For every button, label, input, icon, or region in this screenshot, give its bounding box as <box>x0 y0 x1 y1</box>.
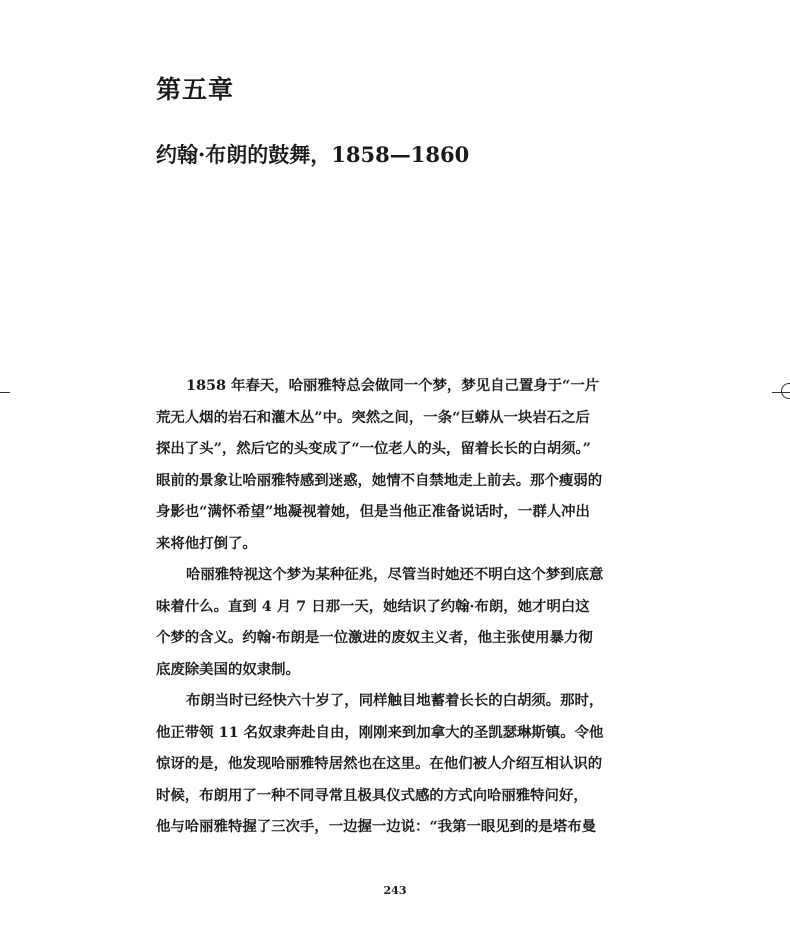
text-line: 他与哈丽雅特握了三次手，一边握一边说：“我第一眼见到的是塔布曼 <box>156 818 596 835</box>
text-line: 他正带领 11 名奴隶奔赴自由，刚刚来到加拿大的圣凯瑟琳斯镇。令他 <box>156 723 604 741</box>
chapter-title: 约翰·布朗的鼓舞，1858—1860 <box>156 142 470 167</box>
text-line: 底废除美国的奴隶制。 <box>156 660 300 678</box>
chapter-label: 第五章 <box>156 75 235 104</box>
text-line: 荒无人烟的岩石和灌木丛”中。突然之间，一条“巨蟒从一块岩石之后 <box>156 408 590 426</box>
text-line: 身影也“满怀希望”地凝视着她，但是当他正准备说话时，一群人冲出 <box>156 503 590 520</box>
text-line: 个梦的含义。约翰·布朗是一位激进的废奴主义者，他主张使用暴力彻 <box>156 629 593 646</box>
text-line: 布朗当时已经快六十岁了，同样触目地蓄着长长的白胡须。那时， <box>186 692 604 709</box>
text-line: 1858 年春天，哈丽雅特总会做同一个梦，梦见自己置身于“一片 <box>186 377 600 394</box>
page-number: 243 <box>383 884 407 897</box>
text-line: 来将他打倒了。 <box>156 534 257 552</box>
text-line: 眼前的景象让哈丽雅特感到迷惑，她情不自禁地走上前去。那个瘦弱的 <box>156 471 603 489</box>
text-line: 味着什么。直到 4 月 7 日那一天，她结识了约翰·布朗，她才明白这 <box>156 597 590 615</box>
text-line: 哈丽雅特视这个梦为某种征兆，尽管当时她还不明白这个梦到底意 <box>186 566 604 583</box>
crop-mark-left <box>0 392 10 393</box>
text-line: 探出了头”，然后它的头变成了“一位老人的头，留着长长的白胡须。” <box>156 440 591 457</box>
registration-mark-icon <box>781 383 790 399</box>
text-line: 时候，布朗用了一种不同寻常且极具仪式感的方式向哈丽雅特问好， <box>156 786 588 804</box>
text-line: 惊讶的是，他发现哈丽雅特居然也在这里。在他们被人介绍互相认识的 <box>156 755 603 772</box>
body-text <box>156 370 668 843</box>
